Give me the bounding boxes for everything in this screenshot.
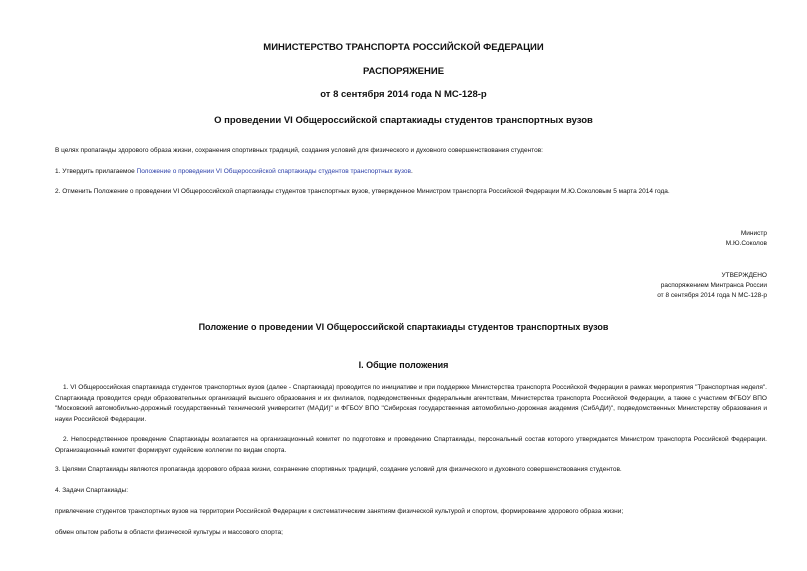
- section-heading: I. Общие положения: [358, 360, 449, 370]
- regulation-title: Положение о проведении VI Общероссийской спартакиады студентов транспортных вузов: [198, 322, 609, 332]
- approval-date: от 8 сентября 2014 года N МС-128-р: [657, 292, 767, 299]
- document-type-heading: РАСПОРЯЖЕНИЕ: [362, 66, 445, 77]
- regulation-paragraph-3: 3. Целями Спартакиады являются пропаганда здорового образа жизни, сохранение спортивных традиций, создание условий для физического и духовного совершенствования студентов.: [55, 466, 622, 473]
- regulation-paragraph-6: обмен опытом работы в области физической культуры и массового спорта;: [55, 529, 283, 536]
- regulation-paragraph-2: 2. Непосредственное проведение Спартакиады возлагается на организационный комитет по подготовке и проведению Спартакиады, персональный состав которого утверждается Министром транспорта Российской Федерации. Организационный комитет формирует судейские коллегии по видам спорта.: [55, 436, 767, 454]
- order-item-2: 2. Отменить Положение о проведении VI Общероссийской спартакиады студентов транспортных вузов, утвержденное Министром транспорта Российской Федерации М.Ю.Соколовым 5 марта 2014 года.: [55, 188, 670, 195]
- document-title: О проведении VI Общероссийской спартакиады студентов транспортных вузов: [214, 115, 593, 126]
- approval-authority: распоряжением Минтранса России: [660, 282, 767, 289]
- intro-paragraph: В целях пропаганды здорового образа жизни, сохранения спортивных традиций, создания условий для физического и духовного совершенствования студентов:: [55, 147, 543, 154]
- signatory-name: М.Ю.Соколов: [725, 240, 767, 247]
- regulation-paragraph-5: привлечение студентов транспортных вузов на территории Российской Федерации к систематическим занятиям физической культурой и спортом, формирование здорового образа жизни;: [55, 508, 624, 515]
- order-item-1: [55, 167, 413, 177]
- signatory-position: Министр: [740, 230, 767, 237]
- regulation-paragraph-1: 1. VI Общероссийская спартакиада студентов транспортных вузов (далее - Спартакиада) проводится по инициативе и при поддержке Министерства транспорта Российской Федерации в рамках мероприятия "Транспортная неделя". Спартакиада проводится среди образовательных организаций высшего образования и их филиалов, подведомственных федеральным агентствам, Министерства транспорта Российской Федерации, а также с участием ФГБОУ ВПО "Московский автомобильно-дорожный государственный технический университет (МАДИ)" и ФГБОУ ВПО "Сибирская государственная автомобильно-дорожная академия (СибАДИ)", подведомственных Министерству образования и науки Российской Федерации.: [55, 384, 767, 423]
- order-item-1-suffix: .: [410, 168, 413, 175]
- order-item-1-prefix: 1. Утвердить прилагаемое: [55, 168, 137, 175]
- regulation-paragraph-4: 4. Задачи Спартакиады:: [55, 487, 129, 494]
- regulation-link[interactable]: Положение о проведении VI Общероссийской спартакиады студентов транспортных вузов: [136, 168, 411, 175]
- document-date: от 8 сентября 2014 года N МС-128-р: [320, 89, 487, 100]
- approval-label: УТВЕРЖДЕНО: [721, 272, 767, 279]
- ministry-heading: МИНИСТЕРСТВО ТРАНСПОРТА РОССИЙСКОЙ ФЕДЕРАЦИИ: [263, 42, 544, 53]
